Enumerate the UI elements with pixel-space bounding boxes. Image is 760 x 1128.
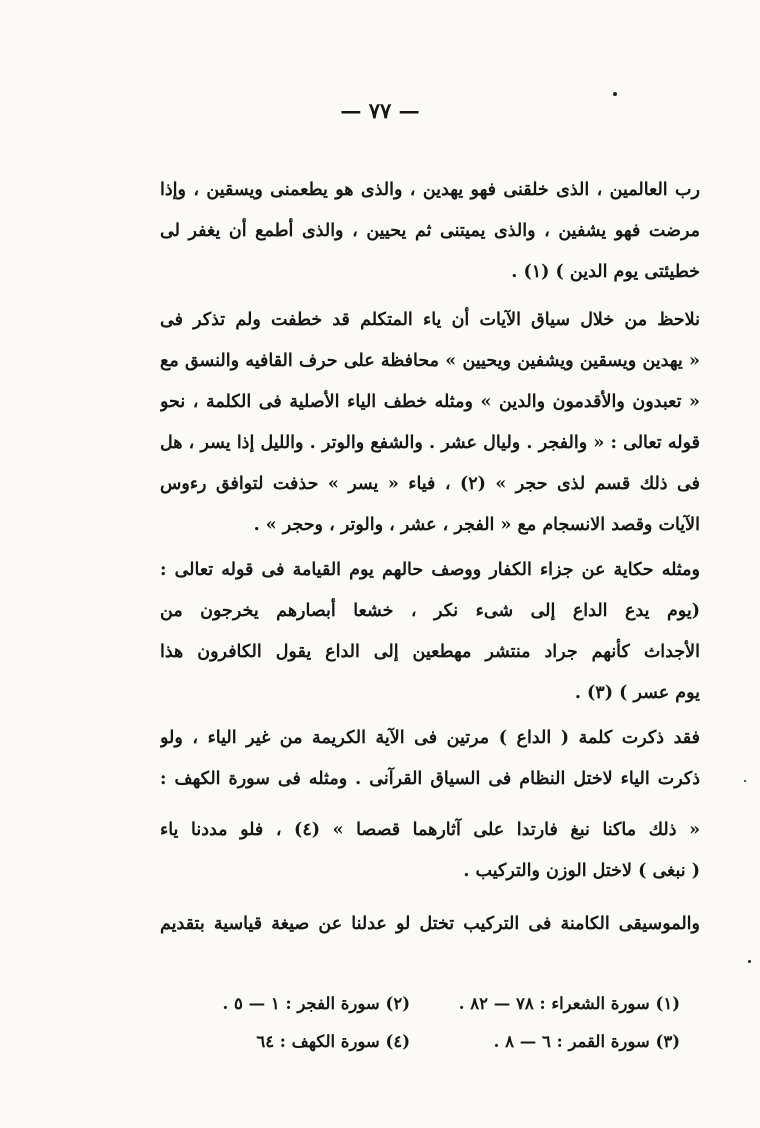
text-line: الآيات وقصد الانسجام مع « الفجر ، عشر ، والوتر ، وحجر » . bbox=[253, 515, 700, 535]
footnote-row bbox=[160, 1023, 680, 1061]
paragraph-3 bbox=[160, 550, 700, 714]
text-line: ذكرت الياء لاختل النظام فى السياق القرآنى . ومثله فى سورة الكهف : bbox=[160, 769, 700, 789]
footnotes bbox=[160, 985, 680, 1061]
page-number: — ٧٧ — bbox=[340, 98, 420, 123]
text-line: « يهدين ويسقين ويشفين ويحيين » محافظة على حرف القافيه والنسق مع bbox=[160, 351, 700, 371]
text-line: مرضت فهو يشفين ، والذى يميتنى ثم يحيين ، والذى أطمع أن يغفر لى bbox=[160, 221, 700, 241]
text-line: والموسيقى الكامنة فى التركيب تختل لو عدلنا عن صيغة قياسية بتقديم bbox=[160, 914, 700, 934]
text-line: فى ذلك قسم لذى حجر » (٢) ، فياء « يسر » حذفت لتوافق رءوس bbox=[160, 474, 700, 494]
paragraph-2 bbox=[160, 300, 700, 546]
text-line: يوم عسر ) (٣) . bbox=[574, 683, 700, 703]
paragraph-4 bbox=[160, 718, 700, 800]
ink-speck bbox=[613, 92, 617, 96]
paragraph-1 bbox=[160, 170, 700, 293]
text-line: (يوم يدع الداع إلى شىء نكر ، خشعا أبصارهم يخرجون من bbox=[160, 601, 700, 621]
ink-speck bbox=[744, 780, 746, 782]
text-line: « تعبدون والأقدمون والدين » ومثله خطف الياء الأصلية فى الكلمة ، نحو bbox=[160, 392, 700, 412]
footnote-1: (١) سورة الشعراء : ٧٨ — ٨٢ . bbox=[458, 994, 680, 1013]
ink-speck bbox=[748, 960, 751, 963]
text-line: نلاحظ من خلال سياق الآيات أن ياء المتكلم قد خطفت ولم تذكر فى bbox=[160, 310, 700, 330]
text-line: ( نبغى ) لاختل الوزن والتركيب . bbox=[463, 861, 700, 881]
text-line: خطيئتى يوم الدين ) (١) . bbox=[511, 262, 700, 282]
text-line: رب العالمين ، الذى خلقنى فهو يهدين ، والذى هو يطعمنى ويسقين ، وإذا bbox=[160, 180, 700, 200]
footnote-3: (٣) سورة القمر : ٦ — ٨ . bbox=[493, 1032, 680, 1051]
text-line: ومثله حكاية عن جزاء الكفار ووصف حالهم يوم القيامة فى قوله تعالى : bbox=[160, 560, 700, 580]
paragraph-5 bbox=[160, 810, 700, 892]
text-line: قوله تعالى : « والفجر . وليال عشر . والشفع والوتر . والليل إذا يسر ، هل bbox=[160, 433, 700, 453]
paragraph-6 bbox=[160, 904, 700, 945]
text-line: فقد ذكرت كلمة ( الداع ) مرتين فى الآية الكريمة من غير الياء ، ولو bbox=[160, 728, 700, 748]
text-line: « ذلك ماكنا نبغ فارتدا على آثارهما قصصا » (٤) ، فلو مددنا ياء bbox=[160, 820, 700, 840]
footnote-4: (٤) سورة الكهف : ٦٤ bbox=[256, 1032, 410, 1051]
footnote-2: (٢) سورة الفجر : ١ — ٥ . bbox=[222, 994, 410, 1013]
text-line: الأجداث كأنهم جراد منتشر مهطعين إلى الداع يقول الكافرون هذا bbox=[160, 642, 700, 662]
footnote-row bbox=[160, 985, 680, 1023]
